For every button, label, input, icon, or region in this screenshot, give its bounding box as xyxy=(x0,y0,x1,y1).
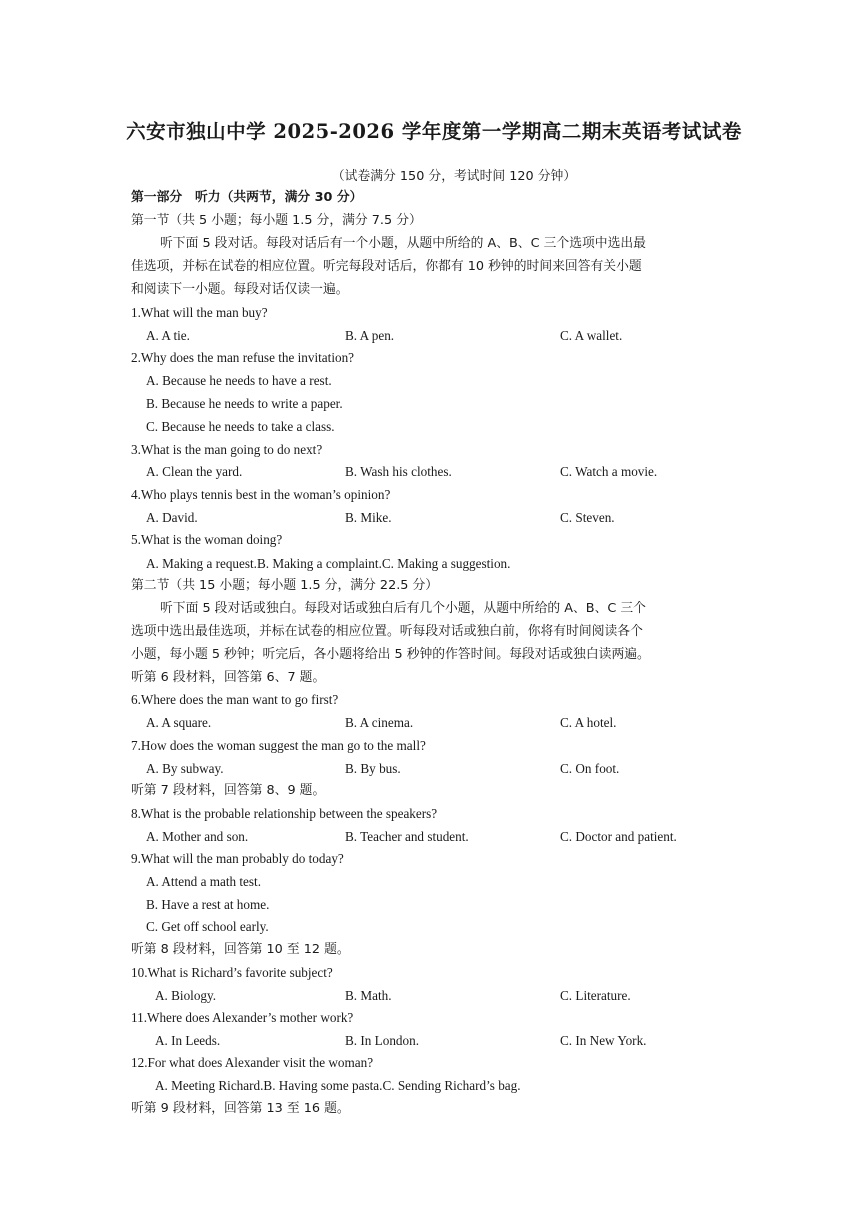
section2-instruction-line1: 听下面 5 段对话或独白。每段对话或独白后有几个小题，从题中所给的 A、B、C 三个 xyxy=(160,601,646,616)
question-3-option-c[interactable]: C. Watch a movie. xyxy=(560,464,658,479)
section1-instruction-line2: 佳选项，并标在试卷的相应位置。听完每段对话后，你都有 10 秒钟的时间来回答有关小题 xyxy=(131,259,642,274)
question-10-stem: 10.What is Richard’s favorite subject? xyxy=(131,965,333,980)
question-11-option-c[interactable]: C. In New York. xyxy=(560,1033,647,1048)
question-9-option-b[interactable]: B. Have a rest at home. xyxy=(146,897,270,912)
question-1-option-c[interactable]: C. A wallet. xyxy=(560,328,623,343)
section1-instruction-line3: 和阅读下一小题。每段对话仅读一遍。 xyxy=(131,282,349,297)
question-10-option-a[interactable]: A. Biology. xyxy=(155,988,217,1003)
question-4-option-b[interactable]: B. Mike. xyxy=(345,510,392,525)
question-11-option-a[interactable]: A. In Leeds. xyxy=(155,1033,221,1048)
question-8-option-a[interactable]: A. Mother and son. xyxy=(146,829,249,844)
question-3-option-a[interactable]: A. Clean the yard. xyxy=(146,464,243,479)
question-9-stem: 9.What will the man probably do today? xyxy=(131,851,344,866)
question-6-stem: 6.Where does the man want to go first? xyxy=(131,692,339,707)
question-6-option-b[interactable]: B. A cinema. xyxy=(345,715,414,730)
question-2-option-a[interactable]: A. Because he needs to have a rest. xyxy=(146,373,332,388)
question-10-option-b[interactable]: B. Math. xyxy=(345,988,392,1003)
question-7-option-b[interactable]: B. By bus. xyxy=(345,761,401,776)
question-1-stem: 1.What will the man buy? xyxy=(131,305,268,320)
question-10-option-c[interactable]: C. Literature. xyxy=(560,988,631,1003)
question-11-stem: 11.Where does Alexander’s mother work? xyxy=(131,1010,354,1025)
section2-instruction-line3: 小题，每小题 5 秒钟；听完后，各小题将给出 5 秒钟的作答时间。每段对话或独白读两遍。 xyxy=(131,647,650,662)
question-8-option-c[interactable]: C. Doctor and patient. xyxy=(560,829,677,844)
question-3-stem: 3.What is the man going to do next? xyxy=(131,442,323,457)
question-8-stem: 8.What is the probable relationship between the speakers? xyxy=(131,806,438,821)
question-7-stem: 7.How does the woman suggest the man go to the mall? xyxy=(131,738,426,753)
exam-subtitle: （试卷满分 150 分，考试时间 120 分钟） xyxy=(331,169,577,184)
section2-instruction-line2: 选项中选出最佳选项，并标在试卷的相应位置。听每段对话或独白前，你将有时间阅读各个 xyxy=(131,624,643,639)
question-2-stem: 2.Why does the man refuse the invitation? xyxy=(131,350,355,365)
section1-heading: 第一节（共 5 小题；每小题 1.5 分，满分 7.5 分） xyxy=(131,213,422,228)
question-9-option-c[interactable]: C. Get off school early. xyxy=(146,919,269,934)
question-6-option-a[interactable]: A. A square. xyxy=(146,715,212,730)
material-8-heading: 听第 8 段材料，回答第 10 至 12 题。 xyxy=(131,942,350,957)
question-6-option-c[interactable]: C. A hotel. xyxy=(560,715,617,730)
question-5-stem: 5.What is the woman doing? xyxy=(131,532,283,547)
exam-title: 六安市独山中学 2025-2026 学年度第一学期高二期末英语考试试卷 xyxy=(126,120,742,143)
question-8-option-b[interactable]: B. Teacher and student. xyxy=(345,829,469,844)
question-1-option-a[interactable]: A. A tie. xyxy=(146,328,190,343)
part1-heading: 第一部分 听力（共两节，满分 30 分） xyxy=(131,190,363,205)
question-2-option-b[interactable]: B. Because he needs to write a paper. xyxy=(146,396,343,411)
question-12-options[interactable]: A. Meeting Richard.B. Having some pasta.C. Sending Richard’s bag. xyxy=(155,1078,521,1093)
question-4-option-c[interactable]: C. Steven. xyxy=(560,510,615,525)
question-4-stem: 4.Who plays tennis best in the woman’s opinion? xyxy=(131,487,391,502)
question-4-option-a[interactable]: A. David. xyxy=(146,510,198,525)
section2-heading: 第二节（共 15 小题；每小题 1.5 分，满分 22.5 分） xyxy=(131,578,439,593)
question-3-option-b[interactable]: B. Wash his clothes. xyxy=(345,464,452,479)
question-9-option-a[interactable]: A. Attend a math test. xyxy=(146,874,262,889)
material-9-heading: 听第 9 段材料，回答第 13 至 16 题。 xyxy=(131,1101,350,1116)
question-1-option-b[interactable]: B. A pen. xyxy=(345,328,395,343)
question-5-options[interactable]: A. Making a request.B. Making a complaint.C. Making a suggestion. xyxy=(146,556,511,571)
question-12-stem: 12.For what does Alexander visit the woman? xyxy=(131,1055,374,1070)
question-7-option-c[interactable]: C. On foot. xyxy=(560,761,620,776)
question-2-option-c[interactable]: C. Because he needs to take a class. xyxy=(146,419,335,434)
material-7-heading: 听第 7 段材料，回答第 8、9 题。 xyxy=(131,783,326,798)
section1-instruction-line1: 听下面 5 段对话。每段对话后有一个小题，从题中所给的 A、B、C 三个选项中选出最 xyxy=(160,236,646,251)
material-6-heading: 听第 6 段材料，回答第 6、7 题。 xyxy=(131,670,326,685)
question-7-option-a[interactable]: A. By subway. xyxy=(146,761,224,776)
question-11-option-b[interactable]: B. In London. xyxy=(345,1033,419,1048)
